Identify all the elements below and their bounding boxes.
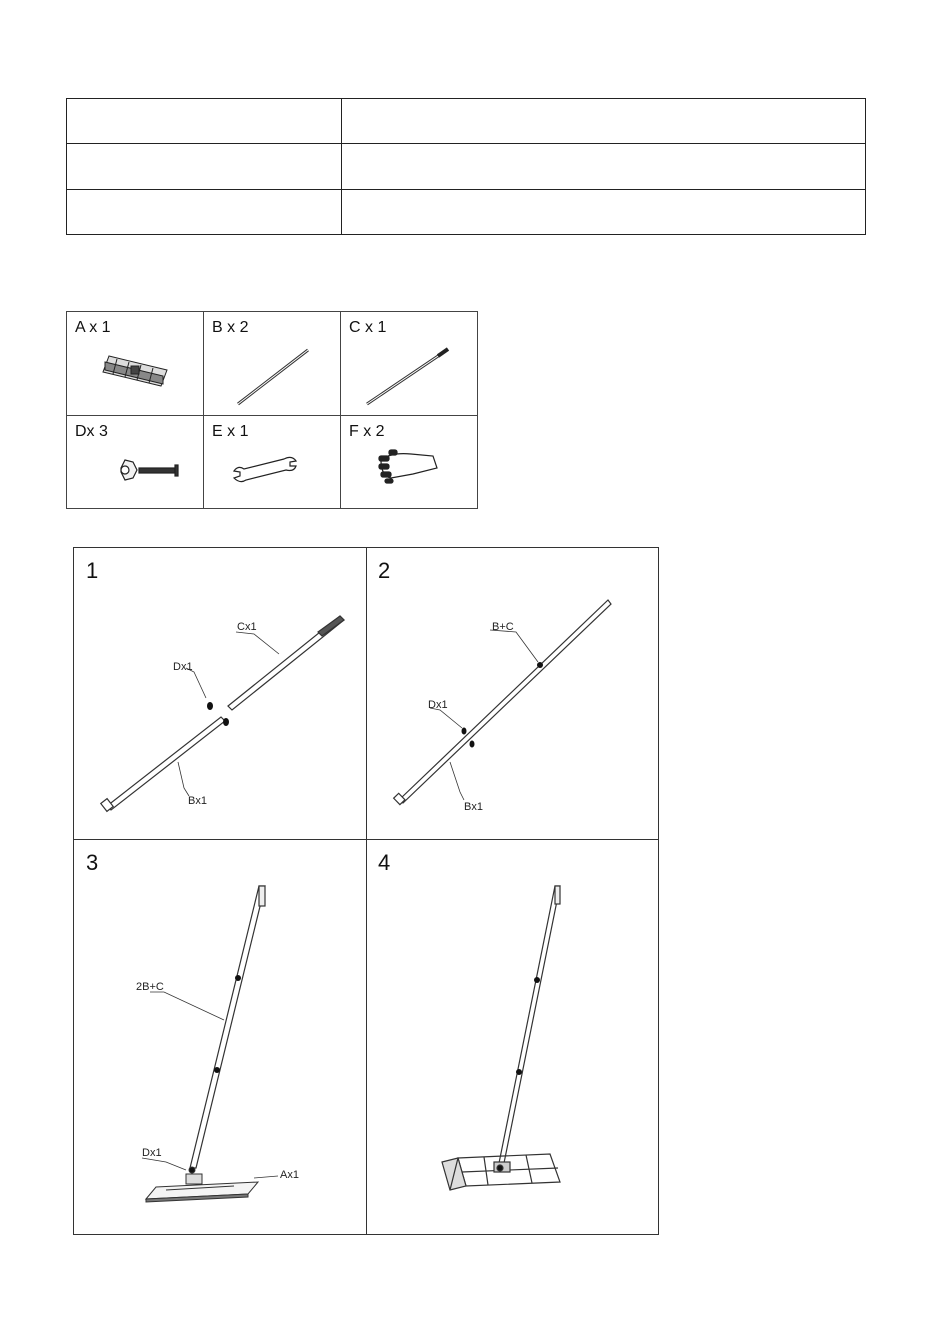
- step-2-illustration: [366, 548, 658, 839]
- part-a: [67, 312, 204, 416]
- part-label: Dx 3: [75, 423, 108, 440]
- spec-cell: [342, 99, 866, 144]
- spec-table: [66, 98, 866, 235]
- callout-b: Bx1: [188, 795, 207, 807]
- callout-pole: 2B+C: [136, 981, 164, 993]
- bolt-marker: [207, 702, 213, 710]
- step-number: 4: [378, 850, 391, 875]
- joint-marker: [214, 1067, 220, 1073]
- step-4: [366, 840, 658, 1131]
- pole-icon: [204, 312, 341, 415]
- wrench-icon: [204, 416, 341, 508]
- spec-cell: [67, 99, 342, 144]
- part-label: A x 1: [75, 319, 111, 336]
- part-d: [67, 416, 204, 509]
- step-4-illustration: [366, 840, 658, 1236]
- assembly-steps: [73, 547, 659, 1235]
- parts-list: [66, 311, 478, 509]
- pole-with-end-icon: [341, 312, 478, 415]
- step-number: 1: [86, 558, 99, 583]
- step-1-illustration: [74, 548, 366, 839]
- joint-marker: [516, 1069, 522, 1075]
- knob-bolt-icon: [67, 416, 204, 508]
- callout-b: Bx1: [464, 801, 483, 813]
- joint-marker: [537, 662, 543, 668]
- part-label: E x 1: [212, 423, 249, 440]
- part-f: [341, 416, 478, 509]
- callout-d: Dx1: [142, 1147, 162, 1159]
- bolt-marker: [470, 741, 475, 748]
- spec-cell: [67, 144, 342, 189]
- step-3-illustration: [74, 840, 366, 1236]
- part-e: [204, 416, 341, 509]
- base-frame-icon: [67, 312, 204, 415]
- callout-a: Ax1: [280, 1169, 299, 1181]
- glove-icon: [341, 416, 478, 508]
- bolt-marker: [223, 718, 229, 726]
- callout-d: Dx1: [173, 661, 193, 673]
- spec-cell: [67, 189, 342, 234]
- part-c: [341, 312, 478, 416]
- joint-marker: [534, 977, 540, 983]
- part-label: F x 2: [349, 423, 385, 440]
- step-2: [366, 548, 658, 839]
- joint-marker: [235, 975, 241, 981]
- callout-d: Dx1: [428, 699, 448, 711]
- spec-cell: [342, 144, 866, 189]
- step-number: 3: [86, 850, 99, 875]
- spec-row: [67, 99, 866, 144]
- callout-bc: B+C: [492, 621, 514, 633]
- step-3: [74, 840, 366, 1181]
- spec-row: [67, 144, 866, 189]
- step-number: 2: [378, 558, 391, 583]
- bolt-marker: [462, 728, 467, 735]
- part-label: B x 2: [212, 319, 249, 336]
- step-1: [74, 548, 366, 839]
- part-b: [204, 312, 341, 416]
- spec-row: [67, 189, 866, 234]
- callout-c: Cx1: [237, 621, 257, 633]
- spec-cell: [342, 189, 866, 234]
- part-label: C x 1: [349, 319, 387, 336]
